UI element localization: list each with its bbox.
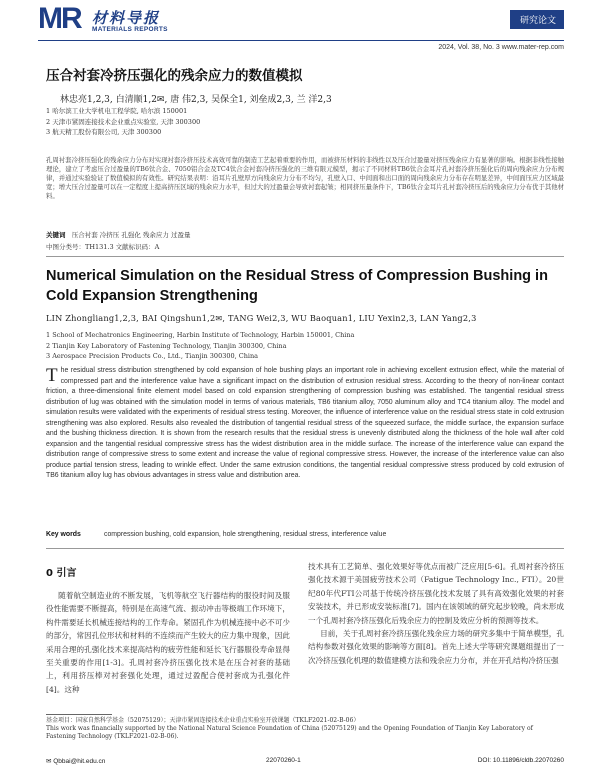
page-header: [0, 0, 600, 40]
footnote-cn: 基金项目：国家自然科学基金（52075129）；天津市紧固连接技术企业重点实验室开放课题（TKLF2021-02-B-06）: [46, 717, 360, 724]
authors-cn: 林忠亮1,2,3, 白清顺1,2✉, 唐 伟2,3, 吴保全1, 刘垒成2,3, 兰 洋2,3: [60, 95, 332, 105]
keywords-cn-label: 关键词: [46, 231, 66, 239]
classification: 中图分类号：TH131.3 文献标识码：A: [46, 243, 160, 251]
keywords-en-label: Key words: [46, 531, 81, 538]
body-paragraph: 随着航空制造业的不断发展，飞机等航空飞行器结构的服役时间及服役性能需要不断提高，特别是在高速气流、振动冲击等极端工作环境下，构件需要延长机械连接结构的工作寿命。紧固孔作为机械连接中必不可少的部分，常因孔位形状和材料的不连续而产生较大的应力集中现象，因此采用合理的孔强化技术来提高结构的疲劳性能和延长飞行器服役寿命显得至关重要的作用[1-3]。孔周衬套冷挤压强化技术是在压合衬套的基础上，利用挤压棒对衬套强化处理，通过过盈配合使衬套成为孔强化件[4]。这种: [46, 591, 290, 694]
abstract-dropcap: T: [46, 365, 58, 386]
keywords-cn: [46, 230, 190, 239]
title-cn: 压合衬套冷挤压强化的残余应力的数值模拟: [46, 68, 303, 84]
doi-link[interactable]: DOI: 10.11896/cldb.22070260: [477, 757, 564, 764]
abstract-en-text: he residual stress distribution strengthened by cold expansion of hole bushing plays an important role in achieving excellent extrusion effect, while the material of compressed part and the interference value have a significant impact on the distribution of extrusion residual stress. According to the theory of non-linear contact friction, a three-dimensional finite element model based on cold expansion strengthening of compression bushing was established. The tangential residual stress distribution of lug was obtained with the simulation model in terms of various materials, TB6 titanium alloy, 7050 aluminum alloy and TC4 titanium alloy. The model and simulation results were validated with the experiments of residual stress testing. Moreover, the influence of interference value on the residual stress state in cold extrusion strengthening was also explored. Results also revealed the distribution of tangential residual stress of the squeezed surface, the middle surface, the expansion surface and the bushing thickness direction. It is shown from the research results that the residual stress is unevenly distributed along the thickness of the hole wall after cold expansion and the tangential residual compressive stress has the widest distribution area in the middle surface. The increase of the interference value can expand the distribution range of compressive stress to some extent and increase the value of regional compressive stress. However, the increase of the interference value can also produce partial tension stress, leading to wrinkle effect. Under the same extrusion conditions, the tangential residual compressive stress produced by cold extrusion of TB6 titanium alloy lug has obvious advantages in stress value and distribution area.: [46, 367, 564, 480]
keywords-cn-values: 压合衬套 冷挤压 孔强化 残余应力 过盈量: [71, 231, 191, 239]
affiliation-en-3: 3 Aerospace Precision Products Co., Ltd., Tianjin 300300, China: [46, 352, 259, 360]
divider: [46, 548, 564, 549]
affiliation-en-1: 1 School of Mechatronics Engineering, Harbin Institute of Technology, Harbin 150001, China: [46, 331, 355, 339]
body-column-left: [46, 560, 290, 696]
footnote: [46, 717, 564, 742]
affiliation-cn-1: 1 哈尔滨工业大学机电工程学院, 哈尔滨 150001: [46, 107, 188, 115]
body-paragraph: 目前，关于孔周衬套冷挤压强化残余应力场的研究多集中于简单模型，孔结构参数对强化效果的影响等方面[8]。首先上述大学等研究课题组提出了一次冷挤压强化机理的数值建模方法和残余应力分布，并在开孔结构冷挤压强: [308, 629, 564, 665]
logo-cn-text: 材料导报: [92, 9, 161, 27]
journal-logo: [38, 4, 178, 38]
article-number: 22070260-1: [266, 757, 301, 764]
authors-en: LIN Zhongliang1,2,3, BAI Qingshun1,2✉, TANG Wei2,3, WU Baoquan1, LIU Yexin2,3, LAN Yang2,3: [46, 313, 477, 323]
section-heading: 0 引言: [46, 568, 77, 579]
body-column-right: [308, 560, 564, 667]
divider: [46, 256, 564, 257]
abstract-en: [46, 366, 564, 482]
header-rule: [38, 40, 564, 41]
affiliation-en-2: 2 Tianjin Key Laboratory of Fastening Technology, Tianjin 300300, China: [46, 341, 287, 350]
body-paragraph: 技术具有工艺简单、强化效果好等优点而被广泛应用[5-6]。孔周衬套冷挤压强化技术源于美国疲劳技术公司（Fatigue Technology Inc., FTI）。20世纪80年代FTI公司基于传统冷挤压强化技术发展了具有高效强化效果的衬套安装技术，并已形成安装标准[7]。国内在该领域的研究起步较晚，尚未形成一个孔周衬套冷挤压强化后残余应力的控制及效应分析的预测等技术。: [308, 562, 564, 625]
issue-info: 2024, Vol. 38, No. 3 www.mater-rep.com: [438, 44, 564, 51]
affiliation-cn-3: 3 航天精工股份有限公司, 天津 300300: [46, 128, 162, 136]
affiliations-en: [46, 330, 354, 362]
logo-mark: MR: [38, 2, 81, 35]
corresponding-email[interactable]: ✉ Qbbai@hit.edu.cn: [46, 758, 106, 765]
footnote-en: This work was financially supported by the National Natural Science Foundation of China (52075129) and the Opening Foundation of Tianjin Key Laboratory of Fastening Technology (TKLF2021-02-B-06).: [46, 725, 533, 741]
section-tag: 研究论文: [510, 10, 564, 29]
keywords-en: [46, 531, 386, 538]
footnote-rule: [46, 714, 112, 715]
title-en: Numerical Simulation on the Residual Stress of Compression Bushing in Cold Expansion Strengthening: [46, 268, 548, 304]
keywords-en-values: compression bushing, cold expansion, hole strengthening, residual stress, interference value: [104, 531, 387, 538]
abstract-cn: 孔周衬套冷挤压强化的残余应力分布对实现衬套冷挤压技术高效可靠的制造工艺起着重要的作用，而被挤压材料的非线性以及压合过盈量对挤压残余应力有显著的影响。根据非线性接触理论，建立了考虑压合过盈量的TB6钛合金、7050铝合金及TC4钛合金衬套冷挤压强化的三维有限元模型，揭示了不同材料TB6钛合金耳片孔衬套冷挤压强化后的周向残余应力分布规律，并通过实验验证了数值模拟的有效性。研究结果表明：沿耳片孔壁厚方向残余应力分布不均匀，孔壁入口、中间面和出口面的周向残余应力分布存在明显差异，中间面压应力区域最宽；增大压合过盈量可以在一定程度上提高挤压区域的残余应力水平，但过大的过盈量会导致衬套起皱；相同挤压量条件下，TB6钛合金耳片孔衬套冷挤压后的残余应力分布优于其他材料。: [46, 156, 564, 200]
affiliation-cn-2: 2 天津市紧固连接技术企业重点实验室, 天津 300300: [46, 117, 201, 126]
logo-en-text: MATERIALS REPORTS: [92, 26, 168, 33]
affiliations-cn: [46, 106, 200, 138]
